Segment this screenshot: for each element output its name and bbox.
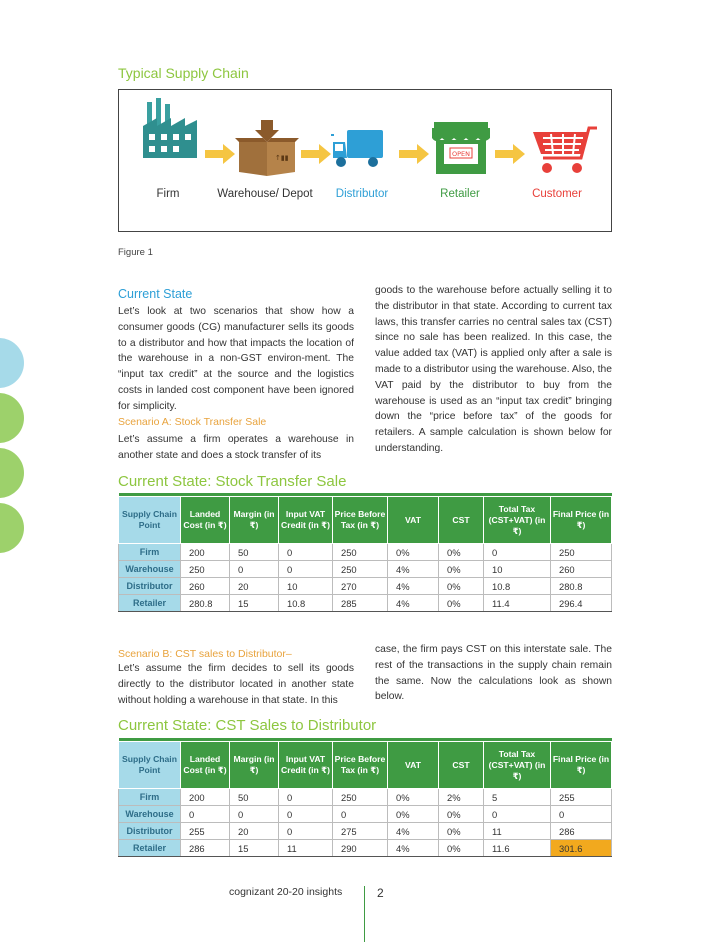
factory-icon — [143, 96, 197, 158]
table-cell: 255 — [551, 789, 612, 806]
decorative-circle-green-3 — [0, 503, 24, 553]
svg-text:↑▮▮: ↑▮▮ — [275, 154, 289, 162]
table-cell: 50 — [230, 789, 279, 806]
row-header: Distributor — [119, 578, 181, 595]
current-state-paragraph-1: Let’s look at two scenarios that show how a consumer goods (CG) manufacturer sells its goods to a distributor and how that impacts the location of the warehouse in a non-GST environ-ment. The “input tax credit” at the source and the logistics costs in landed cost component have been ignored for simplicity. — [118, 306, 354, 412]
table-cell: 0 — [484, 806, 551, 823]
chain-node-label-customer: Customer — [532, 188, 582, 200]
row-header: Retailer — [119, 840, 181, 857]
column-header: Input VAT Credit (in ₹) — [279, 497, 333, 544]
table-cell: 10 — [484, 561, 551, 578]
table-cell: 20 — [230, 578, 279, 595]
page-heading: Typical Supply Chain — [118, 65, 249, 81]
row-header: Firm — [119, 789, 181, 806]
column-header: VAT — [388, 742, 439, 789]
table-cell: 250 — [551, 544, 612, 561]
table1-title: Current State: Stock Transfer Sale — [118, 473, 347, 490]
row-header: Firm — [119, 544, 181, 561]
footer-text: cognizant 20-20 insights — [229, 886, 343, 898]
column-header: Final Price (in ₹) — [551, 742, 612, 789]
stock-transfer-table — [118, 493, 612, 612]
table-cell: 0% — [388, 789, 439, 806]
column-header: Supply Chain Point — [119, 497, 181, 544]
table-cell: 290 — [333, 840, 388, 857]
table-cell: 250 — [333, 561, 388, 578]
table-cell: 250 — [181, 561, 230, 578]
table-cell: 0 — [181, 806, 230, 823]
table-cell: 2% — [439, 789, 484, 806]
cst-sales-table — [118, 738, 612, 857]
table-cell: 275 — [333, 823, 388, 840]
column-header: Input VAT Credit (in ₹) — [279, 742, 333, 789]
decorative-circle-green-1 — [0, 393, 24, 443]
current-state-heading: Current State — [118, 287, 193, 301]
table-cell: 0 — [230, 561, 279, 578]
shopping-cart-icon — [527, 126, 597, 174]
table-cell: 4% — [388, 595, 439, 612]
chain-node-label-firm: Firm — [156, 188, 180, 200]
column-header: Supply Chain Point — [119, 742, 181, 789]
chain-node-label-retailer: Retailer — [440, 188, 480, 200]
table-cell: 5 — [484, 789, 551, 806]
arrow-right-icon — [301, 144, 331, 164]
highlighted-final-price-cell: 301.6 — [551, 840, 612, 857]
scenario-a-heading: Scenario A: Stock Transfer Sale — [118, 416, 267, 428]
table-cell: 10.8 — [484, 578, 551, 595]
column-header: Price Before Tax (in ₹) — [333, 742, 388, 789]
delivery-truck-icon — [331, 128, 385, 172]
table-cell: 0% — [439, 578, 484, 595]
table-cell: 0% — [439, 840, 484, 857]
column-header: Landed Cost (in ₹) — [181, 742, 230, 789]
table-cell: 0% — [439, 561, 484, 578]
row-header: Warehouse — [119, 806, 181, 823]
table-cell: 15 — [230, 840, 279, 857]
scenario-a-paragraph-continued: goods to the warehouse before actually selling it to the distributor in that state. According to current tax laws, this transfer carries no central sales tax (CST) since no sale has been realized. In this case, the value added tax (VAT) is applied only after a sale is made to a distributor using the warehouse. Also, the VAT paid by the distributor to buy from the warehouse is used as an “input tax credit” bringing down the “price before tax” of the goods for retailers. A sample calculation is shown below for understanding. — [375, 285, 612, 454]
table-row — [119, 544, 612, 561]
table-cell: 11.6 — [484, 840, 551, 857]
table-cell: 10.8 — [279, 595, 333, 612]
scenario-b-heading: Scenario B: CST sales to Distributor– — [118, 648, 292, 660]
table-cell: 0% — [388, 806, 439, 823]
column-header: Total Tax (CST+VAT) (in ₹) — [484, 497, 551, 544]
column-header: VAT — [388, 497, 439, 544]
table-cell: 270 — [333, 578, 388, 595]
table-cell: 286 — [551, 823, 612, 840]
table-row — [119, 789, 612, 806]
table-cell: 0 — [279, 789, 333, 806]
table-cell: 20 — [230, 823, 279, 840]
table-cell: 260 — [181, 578, 230, 595]
chain-node-label-warehouse: Warehouse/ Depot — [217, 188, 313, 200]
figure-caption: Figure 1 — [118, 247, 153, 258]
table-cell: 200 — [181, 789, 230, 806]
row-header: Warehouse — [119, 561, 181, 578]
row-header: Retailer — [119, 595, 181, 612]
page-number: 2 — [377, 886, 384, 900]
table-cell: 0% — [439, 544, 484, 561]
table-cell: 4% — [388, 840, 439, 857]
decorative-circle-green-2 — [0, 448, 24, 498]
table-row — [119, 578, 612, 595]
decorative-circle-blue — [0, 338, 24, 388]
table-cell: 0 — [279, 561, 333, 578]
table-cell: 0 — [333, 806, 388, 823]
table-cell: 250 — [333, 789, 388, 806]
retail-store-icon — [432, 122, 490, 174]
column-header: CST — [439, 742, 484, 789]
chain-node-label-distributor: Distributor — [335, 188, 389, 200]
table-row — [119, 840, 612, 857]
table-cell: 4% — [388, 578, 439, 595]
table-cell: 285 — [333, 595, 388, 612]
table-cell: 0 — [551, 806, 612, 823]
supply-chain-figure — [118, 89, 612, 232]
table-cell: 0% — [388, 544, 439, 561]
scenario-b-paragraph-continued: case, the firm pays CST on this interstate sale. The rest of the transactions in the supply chain remain the same. Now the calculations look as shown below. — [375, 644, 612, 703]
table-cell: 296.4 — [551, 595, 612, 612]
table-row — [119, 823, 612, 840]
table-cell: 0 — [279, 806, 333, 823]
table-cell: 11 — [279, 840, 333, 857]
table-cell: 0 — [230, 806, 279, 823]
arrow-right-icon — [399, 144, 429, 164]
table-cell: 11.4 — [484, 595, 551, 612]
table-cell: 0 — [279, 544, 333, 561]
table2-title: Current State: CST Sales to Distributor — [118, 717, 377, 734]
table-cell: 4% — [388, 823, 439, 840]
table-row — [119, 806, 612, 823]
column-header: Total Tax (CST+VAT) (in ₹) — [484, 742, 551, 789]
table-cell: 260 — [551, 561, 612, 578]
scenario-b-paragraph: Let’s assume the firm decides to sell its goods directly to the distributor located in another state without holding a warehouse in that state. In this — [118, 663, 354, 706]
table-cell: 0 — [484, 544, 551, 561]
column-header: Margin (in ₹) — [230, 742, 279, 789]
column-header: Landed Cost (in ₹) — [181, 497, 230, 544]
column-header: Final Price (in ₹) — [551, 497, 612, 544]
warehouse-box-icon — [235, 120, 299, 176]
footer-divider — [364, 886, 365, 942]
column-header: Margin (in ₹) — [230, 497, 279, 544]
table-cell: 250 — [333, 544, 388, 561]
table-cell: 0% — [439, 806, 484, 823]
table-cell: 286 — [181, 840, 230, 857]
row-header: Distributor — [119, 823, 181, 840]
table-cell: 255 — [181, 823, 230, 840]
table-cell: 280.8 — [181, 595, 230, 612]
table-cell: 200 — [181, 544, 230, 561]
table-row — [119, 595, 612, 612]
arrow-right-icon — [205, 144, 235, 164]
table-cell: 4% — [388, 561, 439, 578]
open-sign: OPEN — [451, 150, 471, 158]
table-cell: 15 — [230, 595, 279, 612]
column-header: Price Before Tax (in ₹) — [333, 497, 388, 544]
table-cell: 11 — [484, 823, 551, 840]
table-row — [119, 561, 612, 578]
column-header: CST — [439, 497, 484, 544]
table-cell: 50 — [230, 544, 279, 561]
table-cell: 0 — [279, 823, 333, 840]
scenario-a-paragraph: Let’s assume a firm operates a warehouse in another state and does a stock transfer of its — [118, 434, 354, 461]
table-cell: 10 — [279, 578, 333, 595]
table-cell: 0% — [439, 823, 484, 840]
table-cell: 280.8 — [551, 578, 612, 595]
arrow-right-icon — [495, 144, 525, 164]
table-cell: 0% — [439, 595, 484, 612]
